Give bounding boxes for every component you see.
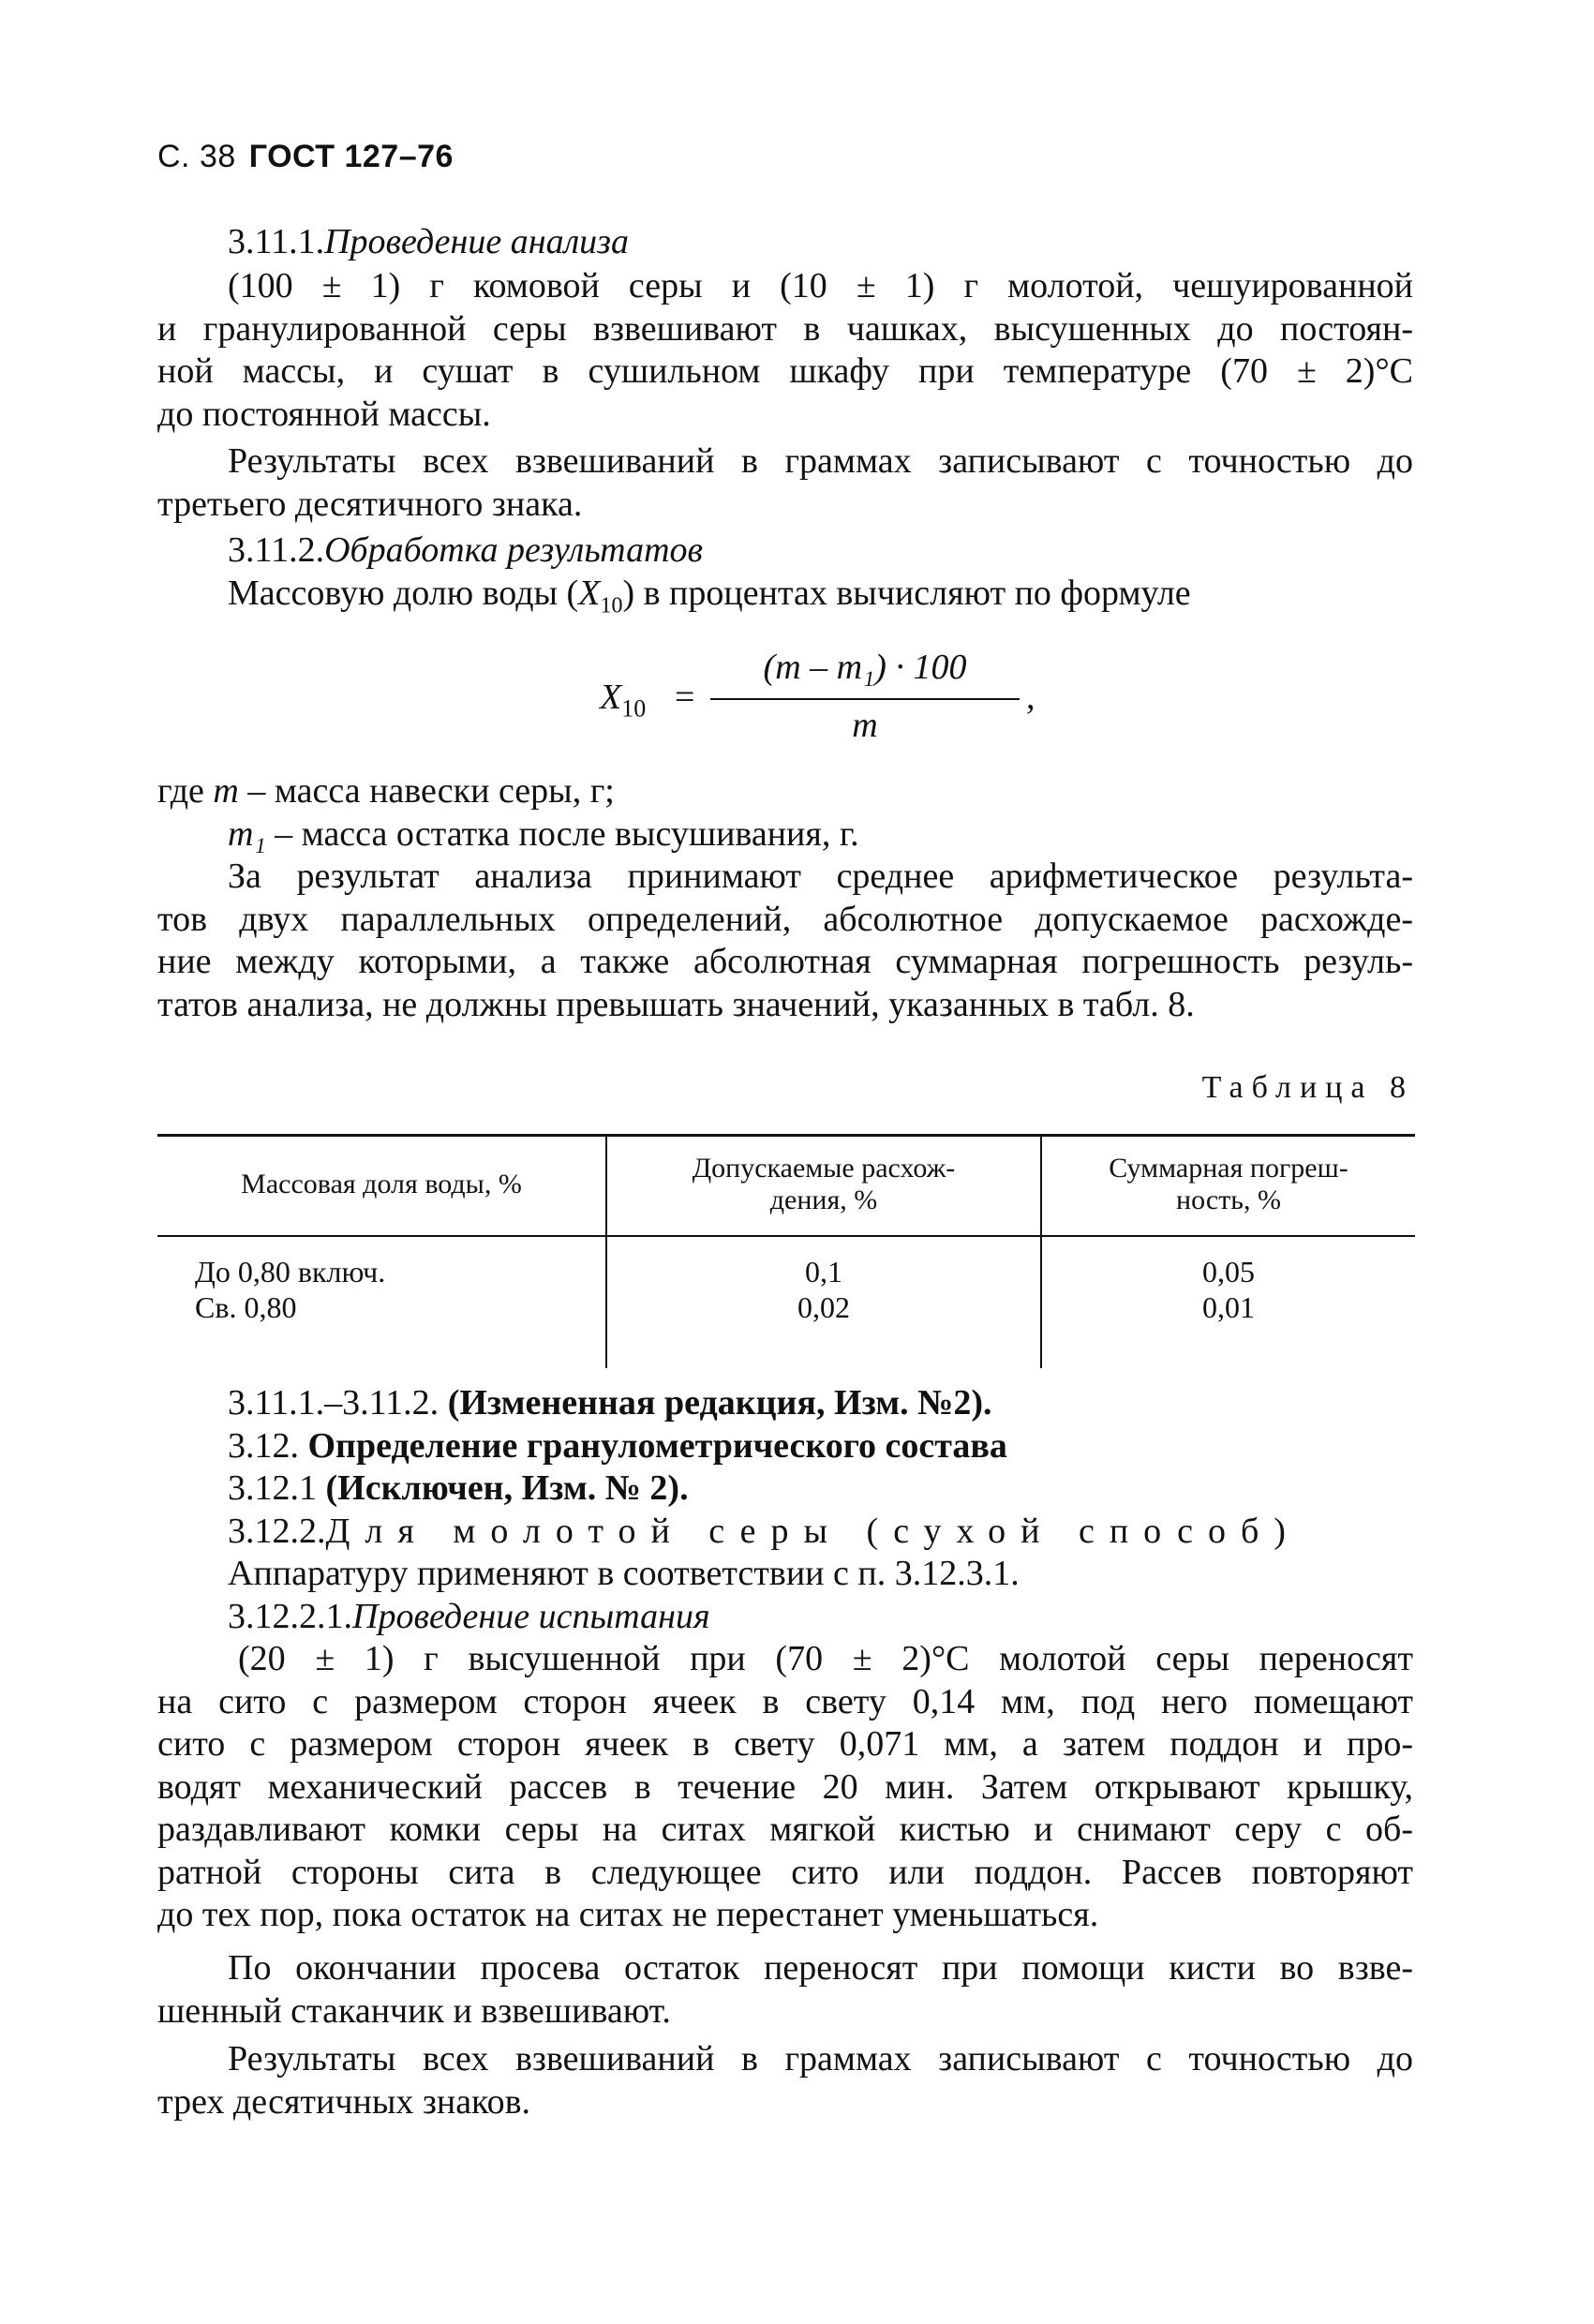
amendment-line xyxy=(228,1382,1413,1425)
section-heading-3-12-2-1 xyxy=(228,1596,1413,1639)
text-line: на сито с размером сторон ячеек в свету 0,14 мм, под него помещают xyxy=(157,1681,1413,1721)
legend-variable: m xyxy=(213,771,239,811)
section-title: Проведение анализа xyxy=(324,222,629,261)
paragraph-analysis-procedure xyxy=(157,265,1413,436)
text-line: татов анализа, не должны превышать значений, указанных в табл. 8. xyxy=(157,984,1195,1024)
text-line: Результаты всех взвешиваний в граммах записывают с точностью до xyxy=(228,2039,1413,2078)
text-line: (20 ± 1) г высушенной при (70 ± 2)°С молотой серы переносят xyxy=(238,1639,1413,1678)
text-line: третьего десятичного знака. xyxy=(157,484,583,524)
table-cell: 0,02 xyxy=(797,1290,850,1324)
text-line: По окончании просева остаток переносят при помощи кисти во взве- xyxy=(228,1948,1413,1988)
section-heading-3-12-2 xyxy=(228,1511,1413,1554)
paragraph-result-rules xyxy=(157,856,1413,1026)
formula-intro xyxy=(228,573,1413,628)
paragraph-weighing-precision xyxy=(157,440,1413,526)
page-number: С. 38 xyxy=(157,139,236,174)
amendment-note: (Исключен, Изм. № 2). xyxy=(325,1468,689,1508)
formula-legend xyxy=(157,770,1413,856)
section-title: Для молотой серы (сухой способ) xyxy=(325,1511,1301,1551)
clause-number: 3.12.2.1. xyxy=(228,1596,352,1636)
table-header-rule xyxy=(157,1235,1415,1237)
text-line: до тех пор, пока остаток на ситах не перестанет уменьшаться. xyxy=(157,1895,1099,1934)
legend-text: – масса остатка после высушивания, г. xyxy=(275,813,859,854)
legend-line-m xyxy=(157,770,1413,813)
legend-text: – масса навески серы, г; xyxy=(247,771,615,811)
clause-number: 3.12.2. xyxy=(228,1511,326,1551)
legend-variable: m₁ xyxy=(228,813,266,854)
text-line: За результат анализа принимают среднее арифметическое результа- xyxy=(228,857,1413,896)
fraction-bar xyxy=(710,698,1020,700)
amendment-list xyxy=(228,1382,1413,1638)
formula-denominator: m xyxy=(852,706,878,745)
paragraph-sieving-end xyxy=(157,1947,1413,2033)
formula-x10 xyxy=(600,647,1035,750)
text-line: раздавливают комки серы на ситах мягкой кистью и снимают серу с об- xyxy=(157,1810,1413,1849)
text-line: (100 ± 1) г комовой серы и (10 ± 1) г молотой, чешуированной xyxy=(228,266,1413,305)
table-header-cell xyxy=(1042,1134,1415,1235)
amendment-line xyxy=(228,1467,1413,1511)
table-cell: Св. 0,80 xyxy=(195,1290,297,1324)
table-8 xyxy=(157,1134,1415,1368)
clause-number: 3.12. xyxy=(228,1425,299,1466)
paragraph-final-precision xyxy=(157,2038,1413,2123)
table-cell: 0,1 xyxy=(805,1255,842,1289)
formula-equals: = xyxy=(675,678,695,717)
section-3-11-1-heading xyxy=(228,221,1413,264)
text-line: ние между которыми, а также абсолютная суммарная погрешность резуль- xyxy=(157,942,1413,981)
text-line: ной массы, и сушат в сушильном шкафу при температуре (70 ± 2)°С xyxy=(157,351,1413,391)
intro-text: ) в процентах вычисляют по формуле xyxy=(622,574,1191,613)
section-title: Проведение испытания xyxy=(352,1596,710,1636)
clause-number: 3.11.1.–3.11.2. xyxy=(228,1383,439,1423)
text-line: Результаты всех взвешиваний в граммах записывают с точностью до xyxy=(228,441,1413,481)
section-number: 3.11.2. xyxy=(228,530,325,570)
table-header-cell xyxy=(157,1134,605,1235)
section-title: Обработка результатов xyxy=(324,530,704,570)
text-line: ратной стороны сита в следующее сито или поддон. Рассев повторяют xyxy=(157,1852,1413,1892)
formula-numerator: (m – m₁) · 100 xyxy=(763,648,967,687)
paragraph-test-procedure xyxy=(157,1638,1413,1937)
section-heading-3-12 xyxy=(228,1425,1413,1468)
header-text: Допускаемые расхож- дения, % xyxy=(692,1153,956,1215)
formula-lhs-var: X xyxy=(600,678,622,717)
text-line: сито с размером сторон ячеек в свету 0,071 мм, а затем поддон и про- xyxy=(157,1724,1413,1764)
intro-subscript: 10 xyxy=(600,593,623,618)
clause-number: 3.12.1 xyxy=(228,1468,317,1508)
text-line: до постоянной массы. xyxy=(157,394,491,434)
text-line: трех десятичных знаков. xyxy=(157,2081,531,2122)
text-line: тов двух параллельных определений, абсолютное допускаемое расхожде- xyxy=(157,899,1413,939)
text-line: и гранулированной серы взвешивают в чашках, высушенных до постоян- xyxy=(157,308,1413,349)
table-column-water xyxy=(195,1254,588,1325)
legend-line-m1 xyxy=(157,813,1413,857)
header-text: Массовая доля воды, % xyxy=(241,1169,522,1199)
formula-comma: , xyxy=(1026,678,1035,717)
section-title: Определение гранулометрического состава xyxy=(307,1425,1007,1466)
table-column-error xyxy=(1042,1254,1415,1325)
text-line: водят механический рассев в течение 20 мин. Затем открывают крышку, xyxy=(157,1766,1413,1807)
table-caption: Таблица 8 xyxy=(1201,1070,1414,1105)
table-cell: 0,01 xyxy=(1202,1290,1255,1324)
table-column-tolerance xyxy=(607,1254,1040,1325)
intro-variable: X xyxy=(578,574,601,613)
text-line: Аппаратуру применяют в соответствии с п. 3.12.3.1. xyxy=(228,1554,1020,1593)
header-text: Суммарная погреш- ность, % xyxy=(1109,1153,1348,1215)
legend-where: где xyxy=(157,771,204,811)
table-cell: 0,05 xyxy=(1202,1255,1255,1289)
formula-lhs xyxy=(600,677,646,723)
standard-code: ГОСТ 127–76 xyxy=(248,139,454,174)
section-3-11-2-heading xyxy=(228,529,1413,573)
intro-text: Массовую долю воды ( xyxy=(228,574,579,613)
page-header xyxy=(157,139,454,175)
text-line: шенный стаканчик и взвешивают. xyxy=(157,1990,671,2031)
formula-lhs-sub: 10 xyxy=(621,694,647,723)
table-cell: До 0,80 включ. xyxy=(195,1255,386,1289)
table-header-cell xyxy=(607,1134,1040,1235)
section-number: 3.11.1. xyxy=(228,222,325,261)
amendment-note: (Измененная редакция, Изм. №2). xyxy=(447,1383,992,1423)
